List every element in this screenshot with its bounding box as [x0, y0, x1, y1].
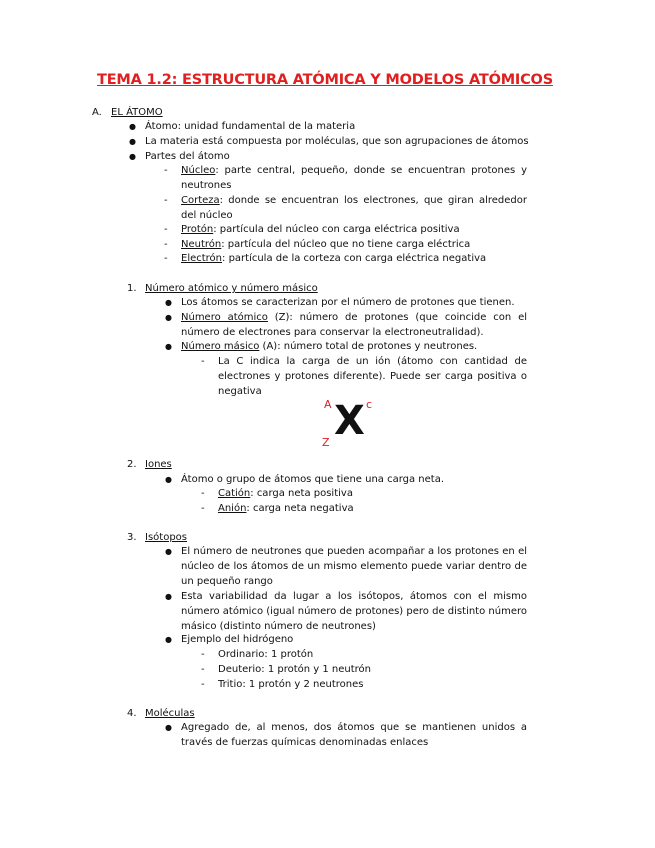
list-item-neutron: [181, 238, 470, 252]
list-item: Partes del átomo: [145, 151, 230, 162]
term-cation: Catión: [218, 488, 251, 499]
bullet-dot: ●: [165, 547, 172, 556]
dash-marker: -: [201, 488, 205, 499]
text-electron: : partícula de la corteza con carga eléctrica negativa: [222, 253, 487, 264]
term-numero-masico: Número másico: [181, 341, 260, 352]
bullet-dot: ●: [165, 635, 172, 644]
section-4-marker: 4.: [127, 708, 137, 719]
bullet-dot: ●: [165, 298, 172, 307]
list-item: Los átomos se caracterizan por el número de protones que tienen.: [181, 297, 515, 308]
text-numero-atomico: (Z): número de protones (que coincide con el número de electrones para conservar la electroneutralidad).: [181, 312, 527, 338]
list-item: Ejemplo del hidrógeno: [181, 634, 294, 645]
list-item: Tritio: 1 protón y 2 neutrones: [218, 679, 364, 690]
text-neutron: : partícula del núcleo que no tiene carga eléctrica: [221, 239, 471, 250]
list-item-proton: [181, 223, 460, 237]
section-4-heading: Moléculas: [145, 708, 195, 719]
list-item: Esta variabilidad da lugar a los isótopos, átomos con el mismo número atómico (igual número de protones) pero de distinto número másico (distinto número de neutrones): [181, 591, 527, 632]
dash-marker: -: [164, 224, 168, 235]
list-item: La materia está compuesta por moléculas, que son agrupaciones de átomos: [145, 136, 529, 147]
text-proton: : partícula del núcleo con carga eléctrica positiva: [213, 224, 460, 235]
nuclide-symbol: [318, 396, 378, 454]
page-title: TEMA 1.2: ESTRUCTURA ATÓMICA Y MODELOS ATÓMICOS: [97, 72, 553, 88]
bullet-dot: ●: [129, 137, 136, 146]
bullet-dot: ●: [165, 475, 172, 484]
section-a-heading: EL ÁTOMO: [111, 107, 163, 118]
list-item: Átomo: unidad fundamental de la materia: [145, 121, 356, 132]
bullet-dot: ●: [165, 723, 172, 732]
text-anion: : carga neta negativa: [246, 503, 354, 514]
mass-number-label: A: [324, 398, 332, 411]
bullet-dot: ●: [129, 122, 136, 131]
list-item-anion: [218, 502, 354, 516]
bullet-dot: ●: [129, 152, 136, 161]
section-a-marker: A.: [92, 107, 102, 118]
list-item-carga: La C indica la carga de un ión (átomo con cantidad de electrones y protones diferente). Puede ser carga positiva o negativa: [218, 356, 527, 397]
charge-label: c: [366, 398, 373, 411]
dash-marker: -: [164, 165, 168, 176]
dash-marker: -: [201, 356, 205, 367]
text-nucleo: : parte central, pequeño, donde se encuentran protones y neutrones: [181, 165, 527, 191]
section-1-marker: 1.: [127, 283, 137, 294]
list-item-cation: [218, 487, 353, 501]
list-item-electron: [181, 252, 486, 266]
element-symbol: X: [334, 398, 365, 444]
bullet-dot: ●: [165, 592, 172, 601]
list-item-numero-atomico: [181, 311, 527, 341]
list-item-numero-masico: [181, 340, 477, 354]
dash-marker: -: [164, 239, 168, 250]
list-item: Agregado de, al menos, dos átomos que se mantienen unidos a través de fuerzas químicas denominadas enlaces: [181, 722, 527, 748]
dash-marker: -: [164, 253, 168, 264]
section-1-heading: Número atómico y número másico: [145, 283, 318, 294]
section-3-marker: 3.: [127, 532, 137, 543]
term-numero-atomico: Número atómico: [181, 312, 268, 323]
term-proton: Protón: [181, 224, 214, 235]
bullet-dot: ●: [165, 342, 172, 351]
dash-marker: -: [201, 679, 205, 690]
text-corteza: : donde se encuentran los electrones, que giran alrededor del núcleo: [181, 195, 527, 221]
list-item: Ordinario: 1 protón: [218, 649, 314, 660]
term-electron: Electrón: [181, 253, 223, 264]
list-item: Deuterio: 1 protón y 1 neutrón: [218, 664, 372, 675]
list-item: El número de neutrones que pueden acompañar a los protones en el núcleo de los átomos de un mismo elemento puede variar dentro de un pequeño rango: [181, 546, 527, 587]
section-2-marker: 2.: [127, 459, 137, 470]
list-item-corteza: [181, 194, 527, 224]
term-nucleo: Núcleo: [181, 165, 216, 176]
text-numero-masico: (A): número total de protones y neutrones.: [259, 341, 478, 352]
term-corteza: Corteza: [181, 195, 220, 206]
dash-marker: -: [201, 503, 205, 514]
dash-marker: -: [164, 195, 168, 206]
list-item: Átomo o grupo de átomos que tiene una carga neta.: [181, 474, 445, 485]
atomic-number-label: Z: [322, 436, 330, 449]
dash-marker: -: [201, 664, 205, 675]
text-cation: : carga neta positiva: [250, 488, 353, 499]
section-3-heading: Isótopos: [145, 532, 187, 543]
term-anion: Anión: [218, 503, 247, 514]
list-item-nucleo: [181, 164, 527, 194]
term-neutron: Neutrón: [181, 239, 222, 250]
dash-marker: -: [201, 649, 205, 660]
bullet-dot: ●: [165, 313, 172, 322]
section-2-heading: Iones: [145, 459, 172, 470]
